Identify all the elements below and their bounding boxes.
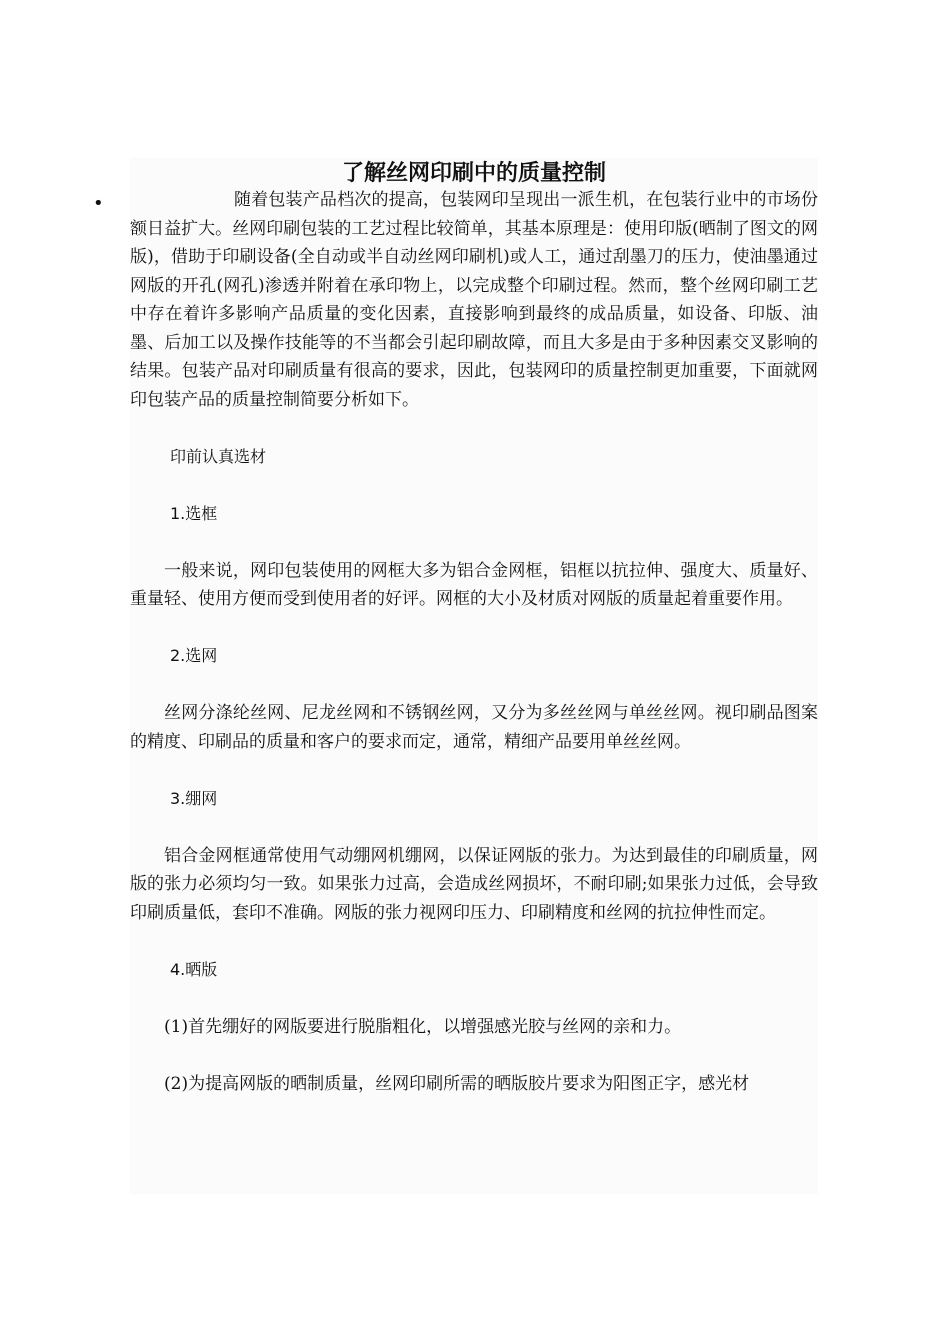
paragraph-frame: 一般来说，网印包装使用的网框大多为铝合金网框，铝框以抗拉伸、强度大、质量好、重量轻、使用方便而受到使用者的好评。网框的大小及材质对网版的质量起着重要作用。 (130, 560, 818, 609)
subheading-frame: 1.选框 (170, 503, 218, 523)
document-title: 了解丝网印刷中的质量控制 (341, 161, 606, 186)
list-bullet: • (93, 193, 104, 214)
subheading-exposure: 4.晒版 (170, 959, 218, 979)
section-heading-prepress: 印前认真选材 (170, 446, 267, 466)
paragraph-mesh: 丝网分涤纶丝网、尼龙丝网和不锈钢丝网，又分为多丝丝网与单丝丝网。视印刷品图案的精度、印刷品的质量和客户的要求而定，通常，精细产品要用单丝丝网。 (130, 703, 818, 752)
paragraph-stretching: 铝合金网框通常使用气动绷网机绷网，以保证网版的张力。为达到最佳的印刷质量，网版的张力必须均匀一致。如果张力过高，会造成丝网损坏，不耐印刷;如果张力过低，会导致印刷质量低，套印不准确。网版的张力视网印压力、印刷精度和丝网的抗拉伸性而定。 (130, 845, 818, 923)
paragraph-exposure-item-1: (1)首先绷好的网版要进行脱脂粗化，以增强感光胶与丝网的亲和力。 (164, 1016, 682, 1037)
paragraph-exposure-item-2: (2)为提高网版的晒制质量，丝网印刷所需的晒版胶片要求为阳图正字，感光材 (164, 1073, 750, 1094)
subheading-stretching: 3.绷网 (170, 788, 218, 808)
document-body (130, 186, 818, 1098)
subheading-mesh: 2.选网 (170, 646, 218, 665)
intro-paragraph: 随着包装产品档次的提高，包装网印呈现出一派生机，在包装行业中的市场份额日益扩大。丝网印刷包装的工艺过程比较简单，其基本原理是：使用印版(晒制了图文的网版)，借助于印刷设备(全自动或半自动丝网印刷机)或人工，通过刮墨刀的压力，使油墨通过网版的开孔(网孔)渗透并附着在承印物上，以完成整个印刷过程。然而，整个丝网印刷工艺中存在着许多影响产品质量的变化因素，直接影响到最终的成品质量，如设备、印版、油墨、后加工以及操作技能等的不当都会引起印刷故障，而且大多是由于多种因素交叉影响的结果。包装产品对印刷质量有很高的要求，因此，包装网印的质量控制更加重要，下面就网印包装产品的质量控制简要分析如下。 (130, 190, 818, 410)
